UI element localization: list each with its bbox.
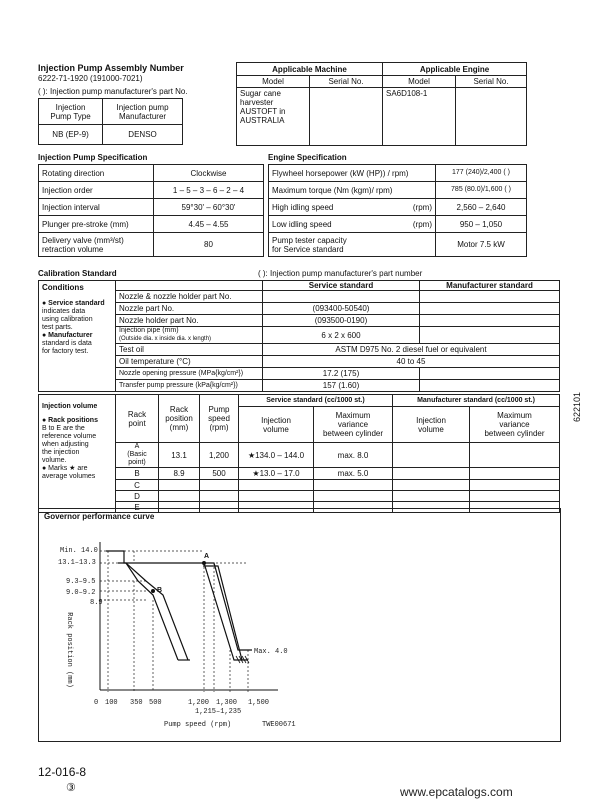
injection-volume: ★134.0 – 144.0: [239, 443, 314, 468]
tester-value: Motor 7.5 kW: [436, 233, 527, 257]
rack-position: 13.1: [159, 443, 200, 468]
condition-label: Nozzle part No.: [116, 303, 263, 315]
manufacturer-value: DENSO: [103, 125, 183, 145]
governor-curve-upper: [106, 551, 248, 660]
injection-volume: ★13.0 – 17.0: [239, 468, 314, 480]
point-b-marker: [151, 589, 155, 593]
pump-type-header-2: Pump Type: [50, 111, 91, 121]
machine-serial-label: Serial No.: [310, 76, 383, 88]
page-number: 12-016-8: [38, 765, 87, 779]
condition-value: [263, 291, 420, 303]
x-tick-label: 1,500: [248, 699, 270, 707]
nozzle-pressure-label: Nozzle opening pressure (MPa{kg/cm²}): [116, 368, 263, 380]
rack-pos-header: Rack: [169, 405, 189, 414]
engine-spec-value: 2,560 – 2,640: [436, 199, 527, 216]
pump-speed-header: Pump: [208, 405, 230, 414]
engine-spec-title: Engine Specification: [268, 153, 347, 162]
tester-label-1: Pump tester capacity: [272, 235, 347, 245]
x-tick-label: 350: [130, 699, 143, 707]
governor-curve-chart: [38, 520, 558, 740]
condition-value: (093500-0190): [263, 315, 420, 327]
tester-label-2: for Service standard: [272, 244, 344, 254]
x-tick-label: 1,300: [216, 699, 238, 707]
assembly-part-number: 6222-71-1920 (191000-7021): [38, 74, 143, 83]
pump-type-header-1: Injection: [55, 102, 86, 112]
injection-volume-table: [38, 394, 560, 513]
x-tick-extra: 1,215–1,235: [195, 708, 242, 716]
rack-note: B to E are the: [42, 425, 85, 432]
inj-manufacturer-header: Manufacturer standard (cc/1000 st.): [393, 395, 560, 407]
test-oil-label: Test oil: [116, 344, 263, 356]
engine-spec-value: 785 (80.0)/1,600 ( ): [436, 182, 527, 199]
manufacturer-standard-header: Manufacturer standard: [420, 281, 560, 291]
engine-model-value: SA6D108-1: [383, 88, 456, 146]
rack-point: D: [116, 491, 159, 502]
calibration-table: [38, 280, 560, 392]
figure-id: TWE00671: [262, 721, 296, 729]
oil-temp-label: Oil temperature (°C): [116, 356, 263, 368]
rack-point-header: point: [128, 418, 146, 428]
engine-model-label: Model: [383, 76, 456, 88]
pump-speed: 500: [200, 468, 239, 480]
engine-spec-label: Flywheel horsepower (kW (HP)) / rpm): [269, 165, 436, 182]
max-variance: max. 5.0: [314, 468, 393, 480]
spec-value: 59°30' – 60°30': [154, 199, 264, 216]
engine-spec-value: 950 – 1,050: [436, 216, 527, 233]
engine-spec-label: Low idling speed: [272, 219, 332, 229]
x-tick-label: 100: [105, 699, 118, 707]
pipe-value: 6 x 2 x 600: [263, 327, 420, 344]
manu-note: standard is data: [42, 340, 92, 347]
rack-point: C: [116, 480, 159, 491]
service-note: indicates data: [42, 308, 86, 315]
manu-note-title: ● Manufacturer: [42, 332, 93, 339]
x-tick-label: 500: [149, 699, 162, 707]
pump-spec-table: [38, 164, 264, 257]
max-var-header: between cylinder: [484, 429, 545, 438]
max-variance: max. 8.0: [314, 443, 393, 468]
marks-note: average volumes: [42, 473, 96, 480]
inj-vol-header: Injection: [261, 415, 291, 425]
delivery-valve-label-2: retraction volume: [42, 244, 104, 254]
rack-note: volume.: [42, 457, 67, 464]
inj-service-header: Service standard (cc/1000 st.): [239, 395, 393, 407]
applicable-table: [236, 62, 527, 146]
table-row: [39, 491, 560, 502]
rack-note: the injection: [42, 449, 80, 456]
machine-name-1: Sugar cane: [240, 89, 281, 98]
injection-volume-title: Injection volume: [42, 403, 98, 410]
governor-title: Governor performance curve: [44, 512, 155, 521]
y-tick-label: 8.9: [90, 599, 103, 607]
pipe-label-2: (Outside dia. x inside dia. x length): [119, 336, 212, 342]
spec-label: Injection interval: [39, 199, 154, 216]
spec-label: Rotating direction: [39, 165, 154, 182]
rack-note: when adjusting: [42, 441, 89, 448]
rack-point: A: [134, 443, 140, 450]
table-row: [39, 443, 560, 468]
spec-value: Clockwise: [154, 165, 264, 182]
rack-position: 8.9: [159, 468, 200, 480]
revision-mark: ③: [66, 782, 76, 794]
y-tick-label: 13.1–13.3: [58, 559, 96, 567]
applicable-machine-header: Applicable Machine: [237, 63, 383, 76]
condition-label: Nozzle holder part No.: [116, 315, 263, 327]
y-axis-label: Rack position (mm): [65, 612, 73, 688]
calibration-title: Calibration Standard: [38, 269, 117, 278]
watermark: www.epcatalogs.com: [400, 785, 513, 799]
delivery-valve-value: 80: [154, 233, 264, 257]
table-row: [39, 480, 560, 491]
max-label: Max. 4.0: [254, 648, 288, 656]
manu-note: for factory test.: [42, 348, 89, 355]
spec-value: 4.45 – 4.55: [154, 216, 264, 233]
engine-spec-label: High idling speed: [272, 202, 334, 212]
rack-point-header: Rack: [127, 409, 147, 419]
service-note: test parts.: [42, 324, 73, 331]
rack-point: E: [116, 502, 159, 513]
rack-pos-header: (mm): [169, 423, 189, 432]
y-tick-label: Min. 14.0: [60, 547, 98, 555]
point-a-marker: [202, 561, 206, 565]
pump-type-value: NB (EP-9): [39, 125, 103, 145]
inj-vol-header: volume: [263, 424, 289, 434]
max-var-header: variance: [337, 420, 369, 429]
rack-note: reference volume: [42, 433, 97, 440]
oil-temp-value: 40 to 45: [263, 356, 560, 368]
max-var-header: variance: [499, 420, 530, 429]
nozzle-pressure-value: 17.2 (175): [263, 368, 420, 380]
engine-spec-label: Maximum torque (Nm (kgm)/ rpm): [269, 182, 436, 199]
manufacturer-header-1: Injection pump: [116, 102, 169, 112]
service-standard-header: Service standard: [263, 281, 420, 291]
table-row: [39, 468, 560, 480]
pump-spec-title: Injection Pump Specification: [38, 153, 148, 162]
point-b-label: B: [157, 587, 163, 594]
x-tick-label: 1,200: [188, 699, 210, 707]
pump-type-table: [38, 98, 183, 145]
engine-serial-label: Serial No.: [456, 76, 527, 88]
max-var-header: between cylinder: [322, 429, 384, 438]
condition-label: Nozzle & nozzle holder part No.: [116, 291, 263, 303]
spec-value: 1 – 5 – 3 – 6 – 2 – 4: [154, 182, 264, 199]
calibration-note: ( ): Injection pump manufacturer's part number: [258, 269, 423, 278]
service-note-title: ● Service standard: [42, 300, 105, 307]
side-code: 622101: [572, 391, 582, 422]
machine-name-2: harvester: [240, 98, 274, 107]
transfer-pressure-label: Transfer pump pressure (kPa{kg/cm²}): [116, 380, 263, 392]
pump-speed-header: (rpm): [209, 423, 229, 432]
max-var-header: Maximum: [335, 411, 371, 420]
rack-note-title: ● Rack positions: [42, 417, 98, 424]
pump-speed-header: speed: [208, 414, 230, 423]
condition-value: (093400-50540): [263, 303, 420, 315]
x-tick-label: 0: [94, 699, 99, 707]
max-var-header: Maximum: [497, 411, 532, 420]
rack-point-note: (Basic point): [127, 451, 147, 466]
y-tick-label: 9.3–9.5: [66, 578, 96, 586]
delivery-valve-label-1: Delivery valve (mm³/st): [42, 235, 124, 245]
pump-speed: 1,200: [200, 443, 239, 468]
manufacturer-note: ( ): Injection pump manufacturer's part No.: [38, 87, 188, 96]
point-a-label: A: [204, 553, 210, 560]
pipe-label-1: Injection pipe (mm): [119, 327, 179, 334]
engine-spec-unit: (rpm): [412, 202, 432, 212]
inj-vol-header: Injection: [416, 415, 446, 425]
service-note: using calibration: [42, 316, 93, 323]
engine-spec-value: 177 (240)/2,400 ( ): [436, 165, 527, 182]
marks-note: ● Marks ★ are: [42, 465, 88, 472]
applicable-engine-header: Applicable Engine: [383, 63, 527, 76]
engine-spec-unit: (rpm): [412, 219, 432, 229]
x-axis-label: Pump speed (rpm): [164, 721, 232, 729]
engine-spec-table: [268, 164, 527, 257]
machine-name-3: AUSTOFT in: [240, 107, 286, 116]
y-tick-label: 9.0–9.2: [66, 589, 96, 597]
machine-name-4: AUSTRALIA: [240, 116, 285, 125]
assembly-title: Injection Pump Assembly Number: [38, 63, 184, 73]
spec-label: Plunger pre-stroke (mm): [39, 216, 154, 233]
rack-point: B: [116, 468, 159, 480]
test-oil-value: ASTM D975 No. 2 diesel fuel or equivalent: [263, 344, 560, 356]
machine-model-label: Model: [237, 76, 310, 88]
inj-vol-header: volume: [418, 424, 444, 434]
transfer-pressure-value: 157 (1.60): [263, 380, 420, 392]
spec-label: Injection order: [39, 182, 154, 199]
rack-pos-header: position: [165, 414, 193, 423]
conditions-label: Conditions: [42, 283, 84, 292]
manufacturer-header-2: Manufacturer: [118, 111, 167, 121]
